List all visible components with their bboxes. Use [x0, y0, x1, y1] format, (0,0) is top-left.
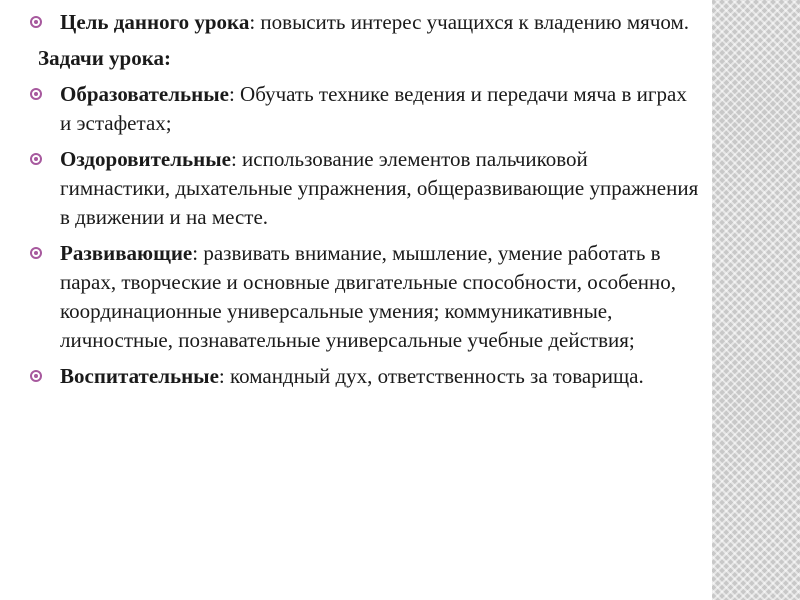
circle-bullet-icon — [30, 247, 42, 259]
goal-item — [30, 8, 700, 37]
task-text: : командный дух, ответственность за товарища. — [218, 364, 644, 388]
task-term: Развивающие — [60, 241, 193, 265]
circle-bullet-icon — [30, 16, 42, 28]
task-text: : развивать внимание, мышление, умение работать в парах, творческие и основные двигательные способности, особенно, координационные универсальные умения; коммуникативные, личностные, познавательные универсальные учебные действия; — [60, 241, 677, 352]
task-term: Оздоровительные — [60, 147, 231, 171]
task-item-upbringing — [30, 362, 700, 391]
task-item-health — [30, 145, 700, 232]
circle-bullet-icon — [30, 88, 42, 100]
task-term: Воспитательные — [60, 364, 219, 388]
task-item-educational — [30, 80, 700, 138]
task-text: : использование элементов пальчиковой гимнастики, дыхательные упражнения, общеразвивающие упражнения в движении и на месте. — [60, 147, 699, 229]
decorative-side-panel — [712, 0, 800, 600]
task-term: Образовательные — [60, 82, 229, 106]
goal-text: : повысить интерес учащихся к владению мячом. — [249, 10, 690, 34]
slide-content — [30, 8, 700, 391]
task-item-developmental — [30, 239, 700, 355]
tasks-heading: Задачи урока: — [38, 46, 172, 70]
circle-bullet-icon — [30, 153, 42, 165]
goal-term: Цель данного урока — [60, 10, 250, 34]
task-text: : Обучать технике ведения и передачи мяча в играх и эстафетах; — [60, 82, 687, 135]
circle-bullet-icon — [30, 370, 42, 382]
